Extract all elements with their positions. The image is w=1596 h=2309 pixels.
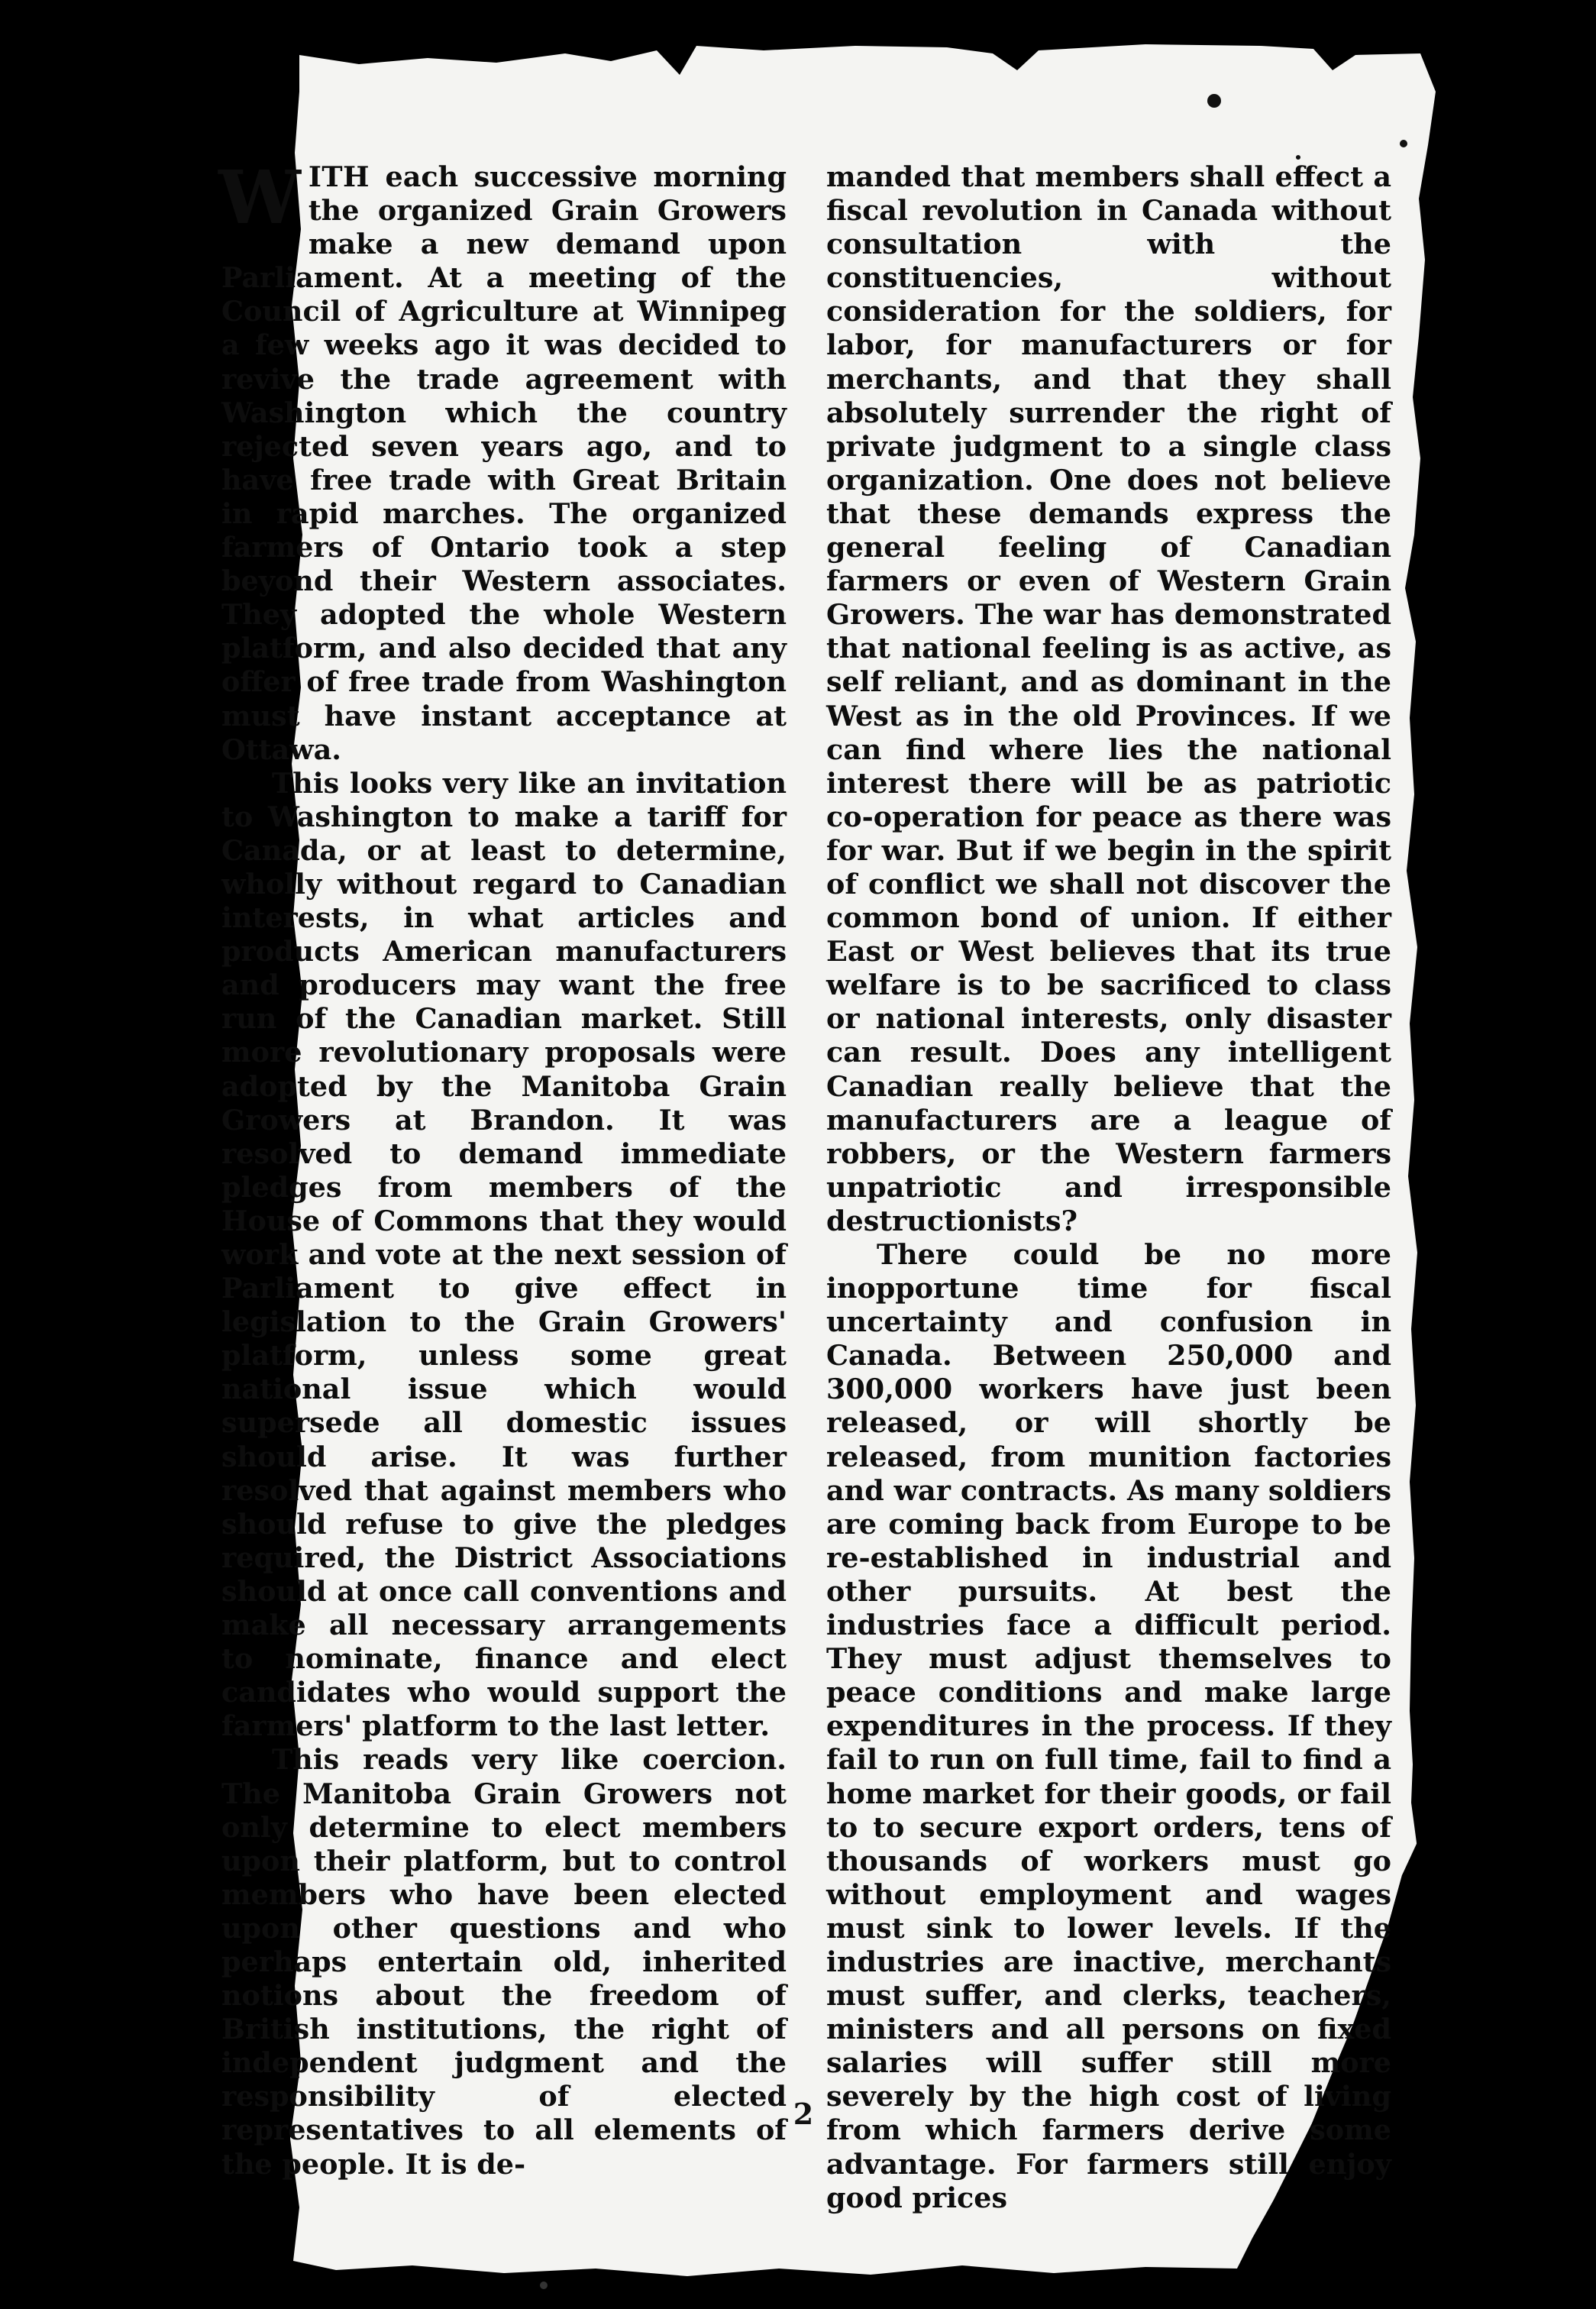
- page-number: 2: [793, 2097, 814, 2131]
- drop-cap: W: [218, 154, 301, 241]
- article-paragraph: This reads very like coercion. The Manitoba Grain Growers not only determine to elect members upon their platform, but to control members who have been elected upon other questions and who perhaps entertain old, inherited notions about the freedom of British institutions, the right of independent judgment and the responsibility of elected representatives to all elements of the people. It is de-: [221, 1743, 787, 2181]
- ink-speck: [1296, 155, 1300, 160]
- article-paragraph: manded that members shall effect a fiscal revolution in Canada without consultation with the constituencies, without consideration for the soldiers, for labor, for manufacturers or for merchants, and that they shall absolutely surrender the right of private judgment to a single class organization. One does not believe that these demands express the general feeling of Canadian farmers or even of Western Grain Growers. The war has demonstrated that national feeling is as active, as self reliant, and as dominant in the West as in the old Provinces. If we can find where lies the national interest there will be as patriotic co-operation for peace as there was for war. But if we begin in the spirit of conflict we shall not discover the common bond of union. If either East or West believes that its true welfare is to be sacrificed to class or national interests, only disaster can result. Does any intelligent Canadian really believe that the manufacturers are a league of robbers, or the Western farmers unpatriotic and irresponsible destructionists?: [826, 160, 1391, 1237]
- article-paragraph: This looks very like an invitation to Washington to make a tariff for Canada, or at least to determine, wholly without regard to Canadian interests, in what articles and products American manufacturers and producers may want the free run of the Canadian market. Still more revolutionary proposals were adopted by the Manitoba Grain Growers at Brandon. It was resolved to demand immediate pledges from members of the House of Commons that they would work and vote at the next session of Parliament to give effect in legislation to the Grain Growers' platform, unless some great national issue which would supersede all domestic issues should arise. It was further resolved that against members who should refuse to give the pledges required, the District Associations should at once call conventions and make all necessary arrangements to nominate, finance and elect candidates who would support the farmers' platform to the last letter.: [221, 766, 787, 1743]
- article-column-right: [826, 160, 1391, 2215]
- paragraph-text: each successive morning the organized Grain Growers make a new demand upon Parliament. At a meeting of the Council of Agriculture at Winnipeg a few weeks ago it was decided to revive the trade agreement with Washington which the country rejected seven years ago, and to have free trade with Great Britain in rapid marches. The organized farmers of Ontario took a step beyond their Western associates. They adopted the whole Western platform, and also decided that any offer of free trade from Washington must have instant acceptance at Ottawa.: [221, 160, 787, 766]
- opening-small-caps: ITH: [308, 160, 370, 193]
- article-column-left: [218, 154, 787, 2181]
- ink-speck: [1400, 140, 1407, 147]
- ink-speck: [540, 2282, 548, 2289]
- ink-speck: [1207, 94, 1221, 108]
- article-paragraph: There could be no more inopportune time for fiscal uncertainty and confusion in Canada. Between 250,000 and 300,000 workers have just been released, or will shortly be released, from munition factories and war contracts. As many soldiers are coming back from Europe to be re-established in industrial and other pursuits. At best the industries face a difficult period. They must adjust themselves to peace conditions and make large expenditures in the process. If they fail to run on full time, fail to find a home market for their goods, or fail to to secure export orders, tens of thousands of workers must go without employment and wages must sink to lower levels. If the industries are inactive, merchants must suffer, and clerks, teachers, ministers and all persons on fixed salaries will suffer still more severely by the high cost of living from which farmers derive some advantage. For farmers still enjoy good prices: [826, 1238, 1391, 2214]
- article-paragraph: [218, 154, 787, 767]
